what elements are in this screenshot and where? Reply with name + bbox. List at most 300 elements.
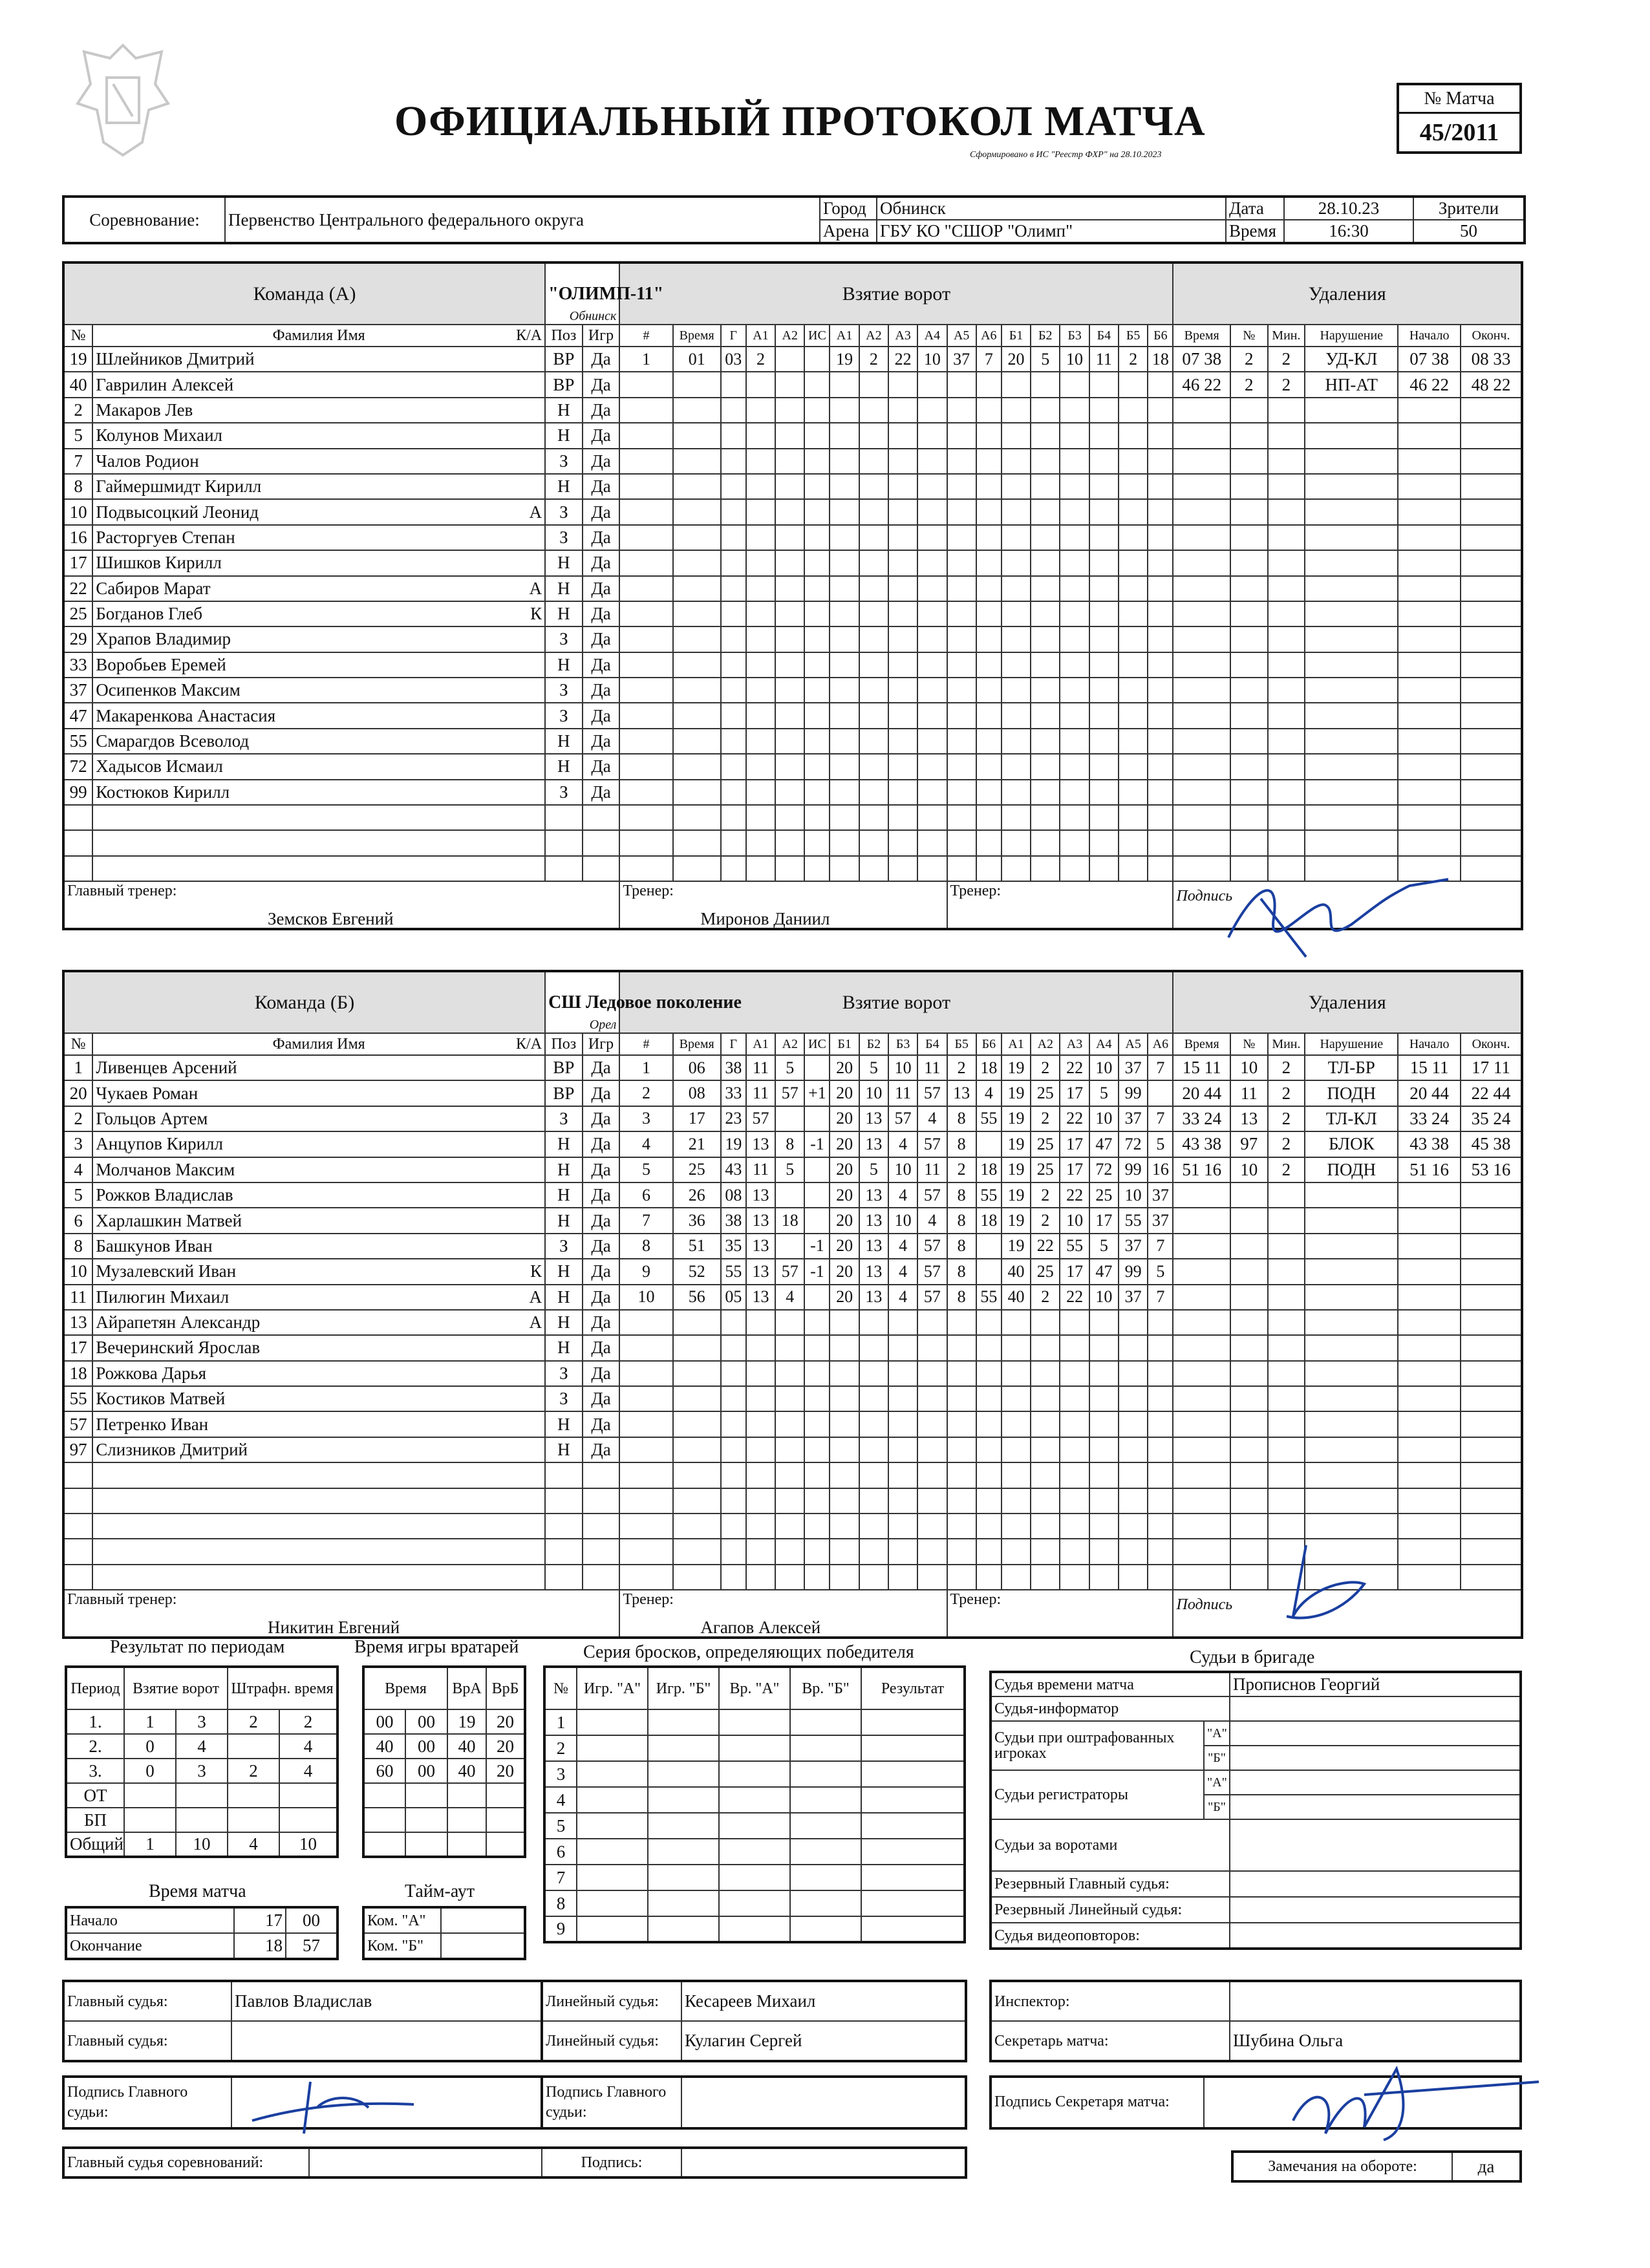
penalty-end-min: 48: [1471, 374, 1489, 394]
player-name-cell: [92, 550, 545, 575]
shootout-cell: [861, 1735, 965, 1761]
player-name: Сабиров Марат: [96, 578, 211, 598]
shootout-cell: [577, 1865, 648, 1890]
goalie-cell: 00: [363, 1709, 405, 1734]
team_b-signature-label: Подпись: [1176, 1596, 1233, 1614]
match-time-table: [65, 1906, 339, 1960]
team_b-row: [63, 1157, 1522, 1182]
player-played: Да: [583, 372, 620, 397]
signature-coach-b: [1267, 1539, 1384, 1642]
team_b-head-coach-label: Главный тренер:: [67, 1591, 177, 1609]
city-label: Город: [820, 197, 877, 220]
player-played: Да: [583, 1182, 620, 1208]
goal-cell: 4: [888, 1285, 917, 1310]
player-position: З: [545, 449, 583, 474]
player-name: Колунов Михаил: [96, 425, 223, 445]
goal-cell: 1: [619, 347, 672, 372]
goal-cell: 2: [1119, 347, 1148, 372]
team_a-goal-col-11: А6: [976, 325, 1002, 347]
goal-cell: 17: [1089, 1208, 1119, 1233]
penalty-violation: БЛОК: [1305, 1131, 1398, 1157]
registrars-a-name: [1230, 1770, 1521, 1795]
period-cell: БП: [66, 1808, 124, 1832]
player-name-cell: [92, 703, 545, 728]
team_b-goal-col-7: Б2: [859, 1033, 888, 1055]
team_b-col-igr: Игр: [583, 1033, 620, 1055]
goal-cell: 19: [1002, 1157, 1031, 1182]
periods-table: [65, 1665, 339, 1858]
shootout-cell: [790, 1787, 861, 1813]
goal-cell: 10: [1089, 1106, 1119, 1131]
penalty-time: [1173, 347, 1230, 372]
goalie-cell: 19: [447, 1709, 486, 1734]
player-position: Н: [545, 1182, 583, 1208]
chief-judge-label: Главный судья соревнований:: [63, 2148, 309, 2177]
competition-label: Соревнование:: [63, 197, 225, 243]
goal-cell: 37: [1119, 1285, 1148, 1310]
shootout-row: [544, 1916, 965, 1942]
goal-cell: 23: [721, 1106, 746, 1131]
goal-cell: 20: [830, 1234, 859, 1259]
penalty-start-sec: 38: [1431, 349, 1450, 369]
goal-cell: 11: [746, 1157, 775, 1182]
team_a-pen-col-0: Время: [1173, 325, 1230, 347]
goalie-row: [363, 1808, 525, 1832]
goalies-header-b: ВрБ: [486, 1667, 525, 1709]
player-name: Подвысоцкий Леонид: [96, 502, 259, 522]
period-cell: [176, 1783, 228, 1808]
goal-cell: [804, 1208, 830, 1233]
player-played: Да: [583, 525, 620, 550]
remarks-value: да: [1452, 2152, 1521, 2181]
goal-cell: 13: [859, 1259, 888, 1284]
goal-cell: 57: [775, 1259, 804, 1284]
player-played: Да: [583, 398, 620, 423]
team_a-col-player: [92, 325, 545, 347]
goal-cell: 8: [947, 1285, 976, 1310]
penalty-end: [1461, 1055, 1522, 1080]
period-cell: 4: [279, 1759, 338, 1783]
timeout-title: Тайм-аут: [405, 1881, 475, 1901]
shootout-cell: [861, 1709, 965, 1735]
player-number: 17: [63, 1335, 92, 1360]
player-position: Н: [545, 1131, 583, 1157]
player-position: Н: [545, 754, 583, 779]
team_a-goal-col-8: А3: [888, 325, 917, 347]
goal-cell: 5: [775, 1055, 804, 1080]
player-name: Молчанов Максим: [96, 1159, 235, 1179]
goalie-cell: [486, 1783, 525, 1808]
goal-cell: 57: [917, 1080, 947, 1106]
player-role: А: [529, 502, 542, 522]
goal-cell: 55: [976, 1106, 1002, 1131]
team_b-goal-col-1: Время: [673, 1033, 721, 1055]
goal-cell: 38: [721, 1055, 746, 1080]
match-end-label: Окончание: [66, 1933, 234, 1959]
player-name-cell: [92, 652, 545, 678]
goal-cell: 7: [1148, 1106, 1173, 1131]
player-played: Да: [583, 1157, 620, 1182]
player-number: 99: [63, 780, 92, 805]
match-number-box: [1397, 83, 1522, 154]
penalty-end-sec: 38: [1493, 1134, 1511, 1154]
goal-cell: 5: [859, 1157, 888, 1182]
player-position: ВР: [545, 1055, 583, 1080]
shootout-cell: [648, 1890, 719, 1916]
player-name-cell: [92, 1335, 545, 1360]
goal-cell: 17: [673, 1106, 721, 1131]
player-name: Пилюгин Михаил: [96, 1287, 230, 1307]
goal-cell: 19: [1002, 1208, 1031, 1233]
shootout-cell: 2: [544, 1735, 577, 1761]
penalty-violation: ТЛ-КЛ: [1305, 1106, 1398, 1131]
player-position: Н: [545, 474, 583, 499]
goal-cell: 25: [1031, 1157, 1060, 1182]
goal-cell: [976, 1259, 1002, 1284]
period-cell: 1.: [66, 1709, 124, 1734]
periods-header-penalty: Штрафн. время: [228, 1667, 338, 1709]
shootout-cell: [648, 1761, 719, 1787]
shootout-cell: 1: [544, 1709, 577, 1735]
team_a-goal-col-5: ИС: [804, 325, 830, 347]
time: 16:30: [1284, 220, 1413, 243]
player-name-cell: [92, 1234, 545, 1259]
player-name: Гаймершмидт Кирилл: [96, 476, 262, 497]
goal-cell: 17: [1060, 1080, 1089, 1106]
player-name: Смарагдов Всеволод: [96, 731, 250, 751]
goal-cell: 72: [1119, 1131, 1148, 1157]
shootout-cell: [790, 1916, 861, 1942]
line-referee-2: Кулагин Сергей: [681, 2021, 966, 2061]
goal-cell: 19: [1002, 1182, 1031, 1208]
video-judge-name: [1230, 1923, 1521, 1949]
team_b-goal-col-15: А4: [1089, 1033, 1119, 1055]
team_a-pen-col-3: Нарушение: [1305, 325, 1398, 347]
penalty-start: [1398, 372, 1461, 397]
goal-cell: 5: [1148, 1259, 1173, 1284]
goal-cell: 7: [1148, 1234, 1173, 1259]
goal-cell: 19: [1002, 1055, 1031, 1080]
team_a-col-pos: Поз: [545, 325, 583, 347]
goal-cell: 47: [1089, 1259, 1119, 1284]
goal-cell: 13: [859, 1182, 888, 1208]
shootout-cell: [790, 1761, 861, 1787]
penalty-player: 2: [1230, 347, 1268, 372]
shootout-cell: [790, 1865, 861, 1890]
goal-cell: 40: [1002, 1285, 1031, 1310]
registrars-label: Судьи регистраторы: [991, 1770, 1204, 1819]
team_a-row: [63, 525, 1522, 550]
player-name: Храпов Владимир: [96, 629, 231, 649]
periods-header-period: Период: [66, 1667, 124, 1709]
goal-cell: 2: [746, 347, 775, 372]
period-cell: 2: [279, 1709, 338, 1734]
goal-cell: 20: [830, 1259, 859, 1284]
player-name-cell: [92, 1386, 545, 1411]
shootout-cell: [719, 1890, 790, 1916]
goal-cell: 20: [830, 1080, 859, 1106]
player-played: Да: [583, 347, 620, 372]
goal-cell: 57: [917, 1182, 947, 1208]
player-name: Шлейников Дмитрий: [96, 349, 255, 369]
period-cell: [279, 1783, 338, 1808]
player-position: Н: [545, 652, 583, 678]
penalty-time: [1173, 1106, 1230, 1131]
goal-cell: 10: [1119, 1182, 1148, 1208]
penalty-start-sec: 16: [1431, 1159, 1450, 1179]
player-number: 5: [63, 423, 92, 448]
penalty-end-sec: 24: [1493, 1108, 1511, 1128]
penalty-time-sec: 38: [1204, 1134, 1222, 1154]
penalty-time-sec: 16: [1204, 1159, 1222, 1179]
goal-cell: 4: [917, 1106, 947, 1131]
document-subtitle: Сформировано в ИС "Реестр ФХР" на 28.10.2023: [970, 150, 1162, 160]
team_b-row: [63, 1182, 1522, 1208]
penalty-time-min: 51: [1182, 1159, 1200, 1179]
player-name-cell: [92, 449, 545, 474]
penalty-time-min: 07: [1182, 349, 1200, 369]
goal-cell: 57: [746, 1106, 775, 1131]
goal-cell: 9: [619, 1259, 672, 1284]
player-position: З: [545, 780, 583, 805]
registrars-b-name: [1230, 1795, 1521, 1819]
goal-cell: 13: [859, 1208, 888, 1233]
goal-cell: -1: [804, 1131, 830, 1157]
goal-cell: 5: [1031, 347, 1060, 372]
goal-cell: [775, 347, 804, 372]
goalie-cell: [447, 1808, 486, 1832]
player-number: 37: [63, 678, 92, 703]
player-played: Да: [583, 1055, 620, 1080]
goal-cell: 7: [1148, 1055, 1173, 1080]
shootout-row: [544, 1735, 965, 1761]
player-number: 17: [63, 550, 92, 575]
goal-cell: 8: [775, 1131, 804, 1157]
goal-cell: 19: [721, 1131, 746, 1157]
goalie-cell: [363, 1808, 405, 1832]
goal-cell: 72: [1089, 1157, 1119, 1182]
team_a-head-coach-label: Главный тренер:: [67, 883, 177, 900]
date: 28.10.23: [1284, 197, 1413, 220]
period-cell: 4: [176, 1734, 228, 1759]
player-number: 7: [63, 449, 92, 474]
goal-cell: 55: [721, 1259, 746, 1284]
player-position: З: [545, 626, 583, 652]
player-number: 20: [63, 1080, 92, 1106]
player-name: Ливенцев Арсений: [96, 1058, 237, 1078]
player-number: 47: [63, 703, 92, 728]
shootout-cell: [790, 1813, 861, 1839]
player-played: Да: [583, 1310, 620, 1335]
goal-cell: 03: [721, 347, 746, 372]
date-label: Дата: [1226, 197, 1284, 220]
penalty-start-min: 33: [1409, 1108, 1428, 1128]
penalty-end-sec: 33: [1493, 349, 1511, 369]
player-name-cell: [92, 1285, 545, 1310]
player-played: Да: [583, 729, 620, 754]
player-played: Да: [583, 499, 620, 524]
team_b-goal-col-0: #: [619, 1033, 672, 1055]
goal-cell: 55: [976, 1285, 1002, 1310]
line-referees-table: [541, 1980, 967, 2062]
penalty-start-sec: 44: [1431, 1083, 1450, 1103]
shootout-cell: [719, 1735, 790, 1761]
penalty-box-a: "А": [1204, 1721, 1230, 1746]
registrars-b: "Б": [1204, 1795, 1230, 1819]
informer-name: [1230, 1696, 1521, 1721]
team_a-goal-col-7: А2: [859, 325, 888, 347]
team_b-head-coach: Никитин Евгений: [268, 1618, 400, 1638]
chief-judge-field: [309, 2148, 542, 2177]
line-referee-2-label: Линейный судья:: [542, 2021, 681, 2061]
player-played: Да: [583, 1437, 620, 1462]
line-referee-1-label: Линейный судья:: [542, 1981, 681, 2021]
goal-cell: 25: [1031, 1080, 1060, 1106]
player-position: ВР: [545, 1080, 583, 1106]
player-name: Гольцов Артем: [96, 1108, 208, 1128]
timeout-a-value: [441, 1907, 525, 1933]
team_a-table: [62, 261, 1523, 930]
team_a-goal-col-14: Б3: [1060, 325, 1089, 347]
team_b-row: [63, 1335, 1522, 1360]
goal-cell: [804, 1285, 830, 1310]
goal-cell: 20: [830, 1157, 859, 1182]
team_a-row: [63, 754, 1522, 779]
team_b-goal-col-8: Б3: [888, 1033, 917, 1055]
team_b-col-num: №: [63, 1033, 92, 1055]
goal-cell: 19: [1002, 1131, 1031, 1157]
goal-cell: 55: [1060, 1234, 1089, 1259]
shootout-cell: [648, 1813, 719, 1839]
goalies-table: [362, 1665, 526, 1858]
goal-cell: 11: [746, 1080, 775, 1106]
goal-cell: 13: [746, 1285, 775, 1310]
player-name-cell: [92, 729, 545, 754]
team_a-pen-col-5: Оконч.: [1461, 325, 1522, 347]
player-name-cell: [92, 474, 545, 499]
penalty-end-sec: 11: [1493, 1058, 1510, 1078]
player-name-cell: [92, 1131, 545, 1157]
period-cell: Общий: [66, 1832, 124, 1857]
period-cell: 2: [228, 1709, 279, 1734]
team_a-name: "ОЛИМП-11": [548, 283, 664, 304]
player-played: Да: [583, 423, 620, 448]
team_b-row: [63, 1259, 1522, 1284]
team_b-goal-col-11: Б6: [976, 1033, 1002, 1055]
goal-cell: 16: [1148, 1157, 1173, 1182]
penalty-violation: УД-КЛ: [1305, 347, 1398, 372]
period-cell: [279, 1808, 338, 1832]
goal-cell: 08: [721, 1182, 746, 1208]
goal-cell: 10: [1060, 1208, 1089, 1233]
match-start-label: Начало: [66, 1907, 234, 1933]
goal-cell: 08: [673, 1080, 721, 1106]
head-referee-1: Павлов Владислав: [231, 1981, 542, 2021]
player-name: Шишков Кирилл: [96, 553, 222, 573]
goal-cell: -1: [804, 1234, 830, 1259]
team_b-row: [63, 1131, 1522, 1157]
team_a-goal-col-0: #: [619, 325, 672, 347]
signature-head-referee-mark: [246, 2069, 427, 2140]
shootout-cell: 6: [544, 1839, 577, 1865]
penalty-box-b-name: [1230, 1746, 1521, 1770]
shootout-cell: [577, 1709, 648, 1735]
team_b-goal-col-10: Б5: [947, 1033, 976, 1055]
team_a-row: [63, 626, 1522, 652]
team_a-row: [63, 729, 1522, 754]
penalty-minutes: 2: [1268, 1131, 1305, 1157]
shootout-cell: [790, 1890, 861, 1916]
goalie-cell: 20: [486, 1759, 525, 1783]
penalty-minutes: 2: [1268, 1157, 1305, 1182]
player-name-cell: [92, 499, 545, 524]
goal-cell: 20: [830, 1131, 859, 1157]
goal-cell: 55: [976, 1182, 1002, 1208]
team_a-signature-label: Подпись: [1176, 888, 1233, 905]
team_b-row: [63, 1361, 1522, 1386]
penalty-time-min: 43: [1182, 1134, 1200, 1154]
team_a-goal-col-3: А1: [746, 325, 775, 347]
goal-cell: 05: [721, 1285, 746, 1310]
goal-cell: 99: [1119, 1080, 1148, 1106]
team_a-goal-col-10: А5: [947, 325, 976, 347]
goal-cell: 4: [917, 1208, 947, 1233]
player-name: Костюков Кирилл: [96, 782, 230, 802]
goal-cell: [775, 1106, 804, 1131]
player-position: Н: [545, 1437, 583, 1462]
chief-judge-signature-field: [681, 2148, 966, 2177]
player-role: К: [530, 604, 542, 624]
player-position: Н: [545, 1285, 583, 1310]
goal-cell: 4: [888, 1259, 917, 1284]
signature-secretary-mark: [1267, 2056, 1552, 2153]
match-end-hour: 18: [234, 1933, 286, 1959]
shootout-cell: [861, 1916, 965, 1942]
team_b-name: СШ Ледовое поколение: [548, 992, 742, 1012]
penalty-time-sec: 24: [1204, 1108, 1222, 1128]
player-number: 16: [63, 525, 92, 550]
penalty-end: [1461, 1157, 1522, 1182]
goal-cell: 1: [619, 1055, 672, 1080]
penalty-player: 10: [1230, 1157, 1268, 1182]
player-played: Да: [583, 754, 620, 779]
goalie-cell: [363, 1783, 405, 1808]
player-number: 1: [63, 1055, 92, 1080]
goal-cell: 3: [619, 1106, 672, 1131]
goal-cell: [775, 1234, 804, 1259]
player-position: Н: [545, 1310, 583, 1335]
period-cell: 0: [124, 1734, 176, 1759]
penalty-end: [1461, 372, 1522, 397]
period-row: [66, 1759, 338, 1783]
penalty-minutes: 2: [1268, 1106, 1305, 1131]
team_b-row: [63, 1462, 1522, 1488]
team_b-row: [63, 1234, 1522, 1259]
match-time-title: Время матча: [149, 1881, 246, 1901]
team_a-goal-col-17: Б6: [1148, 325, 1173, 347]
team_a-row: [63, 678, 1522, 703]
player-played: Да: [583, 626, 620, 652]
period-cell: 1: [124, 1832, 176, 1857]
inspector-table: [989, 1980, 1522, 2062]
player-role: А: [529, 1312, 542, 1332]
goalies-header-time: Время: [363, 1667, 447, 1709]
goal-cell: 2: [1031, 1208, 1060, 1233]
goalies-header-a: ВрА: [447, 1667, 486, 1709]
penalty-box-b: "Б": [1204, 1746, 1230, 1770]
player-role: А: [529, 1287, 542, 1307]
shootout-cell: [577, 1813, 648, 1839]
